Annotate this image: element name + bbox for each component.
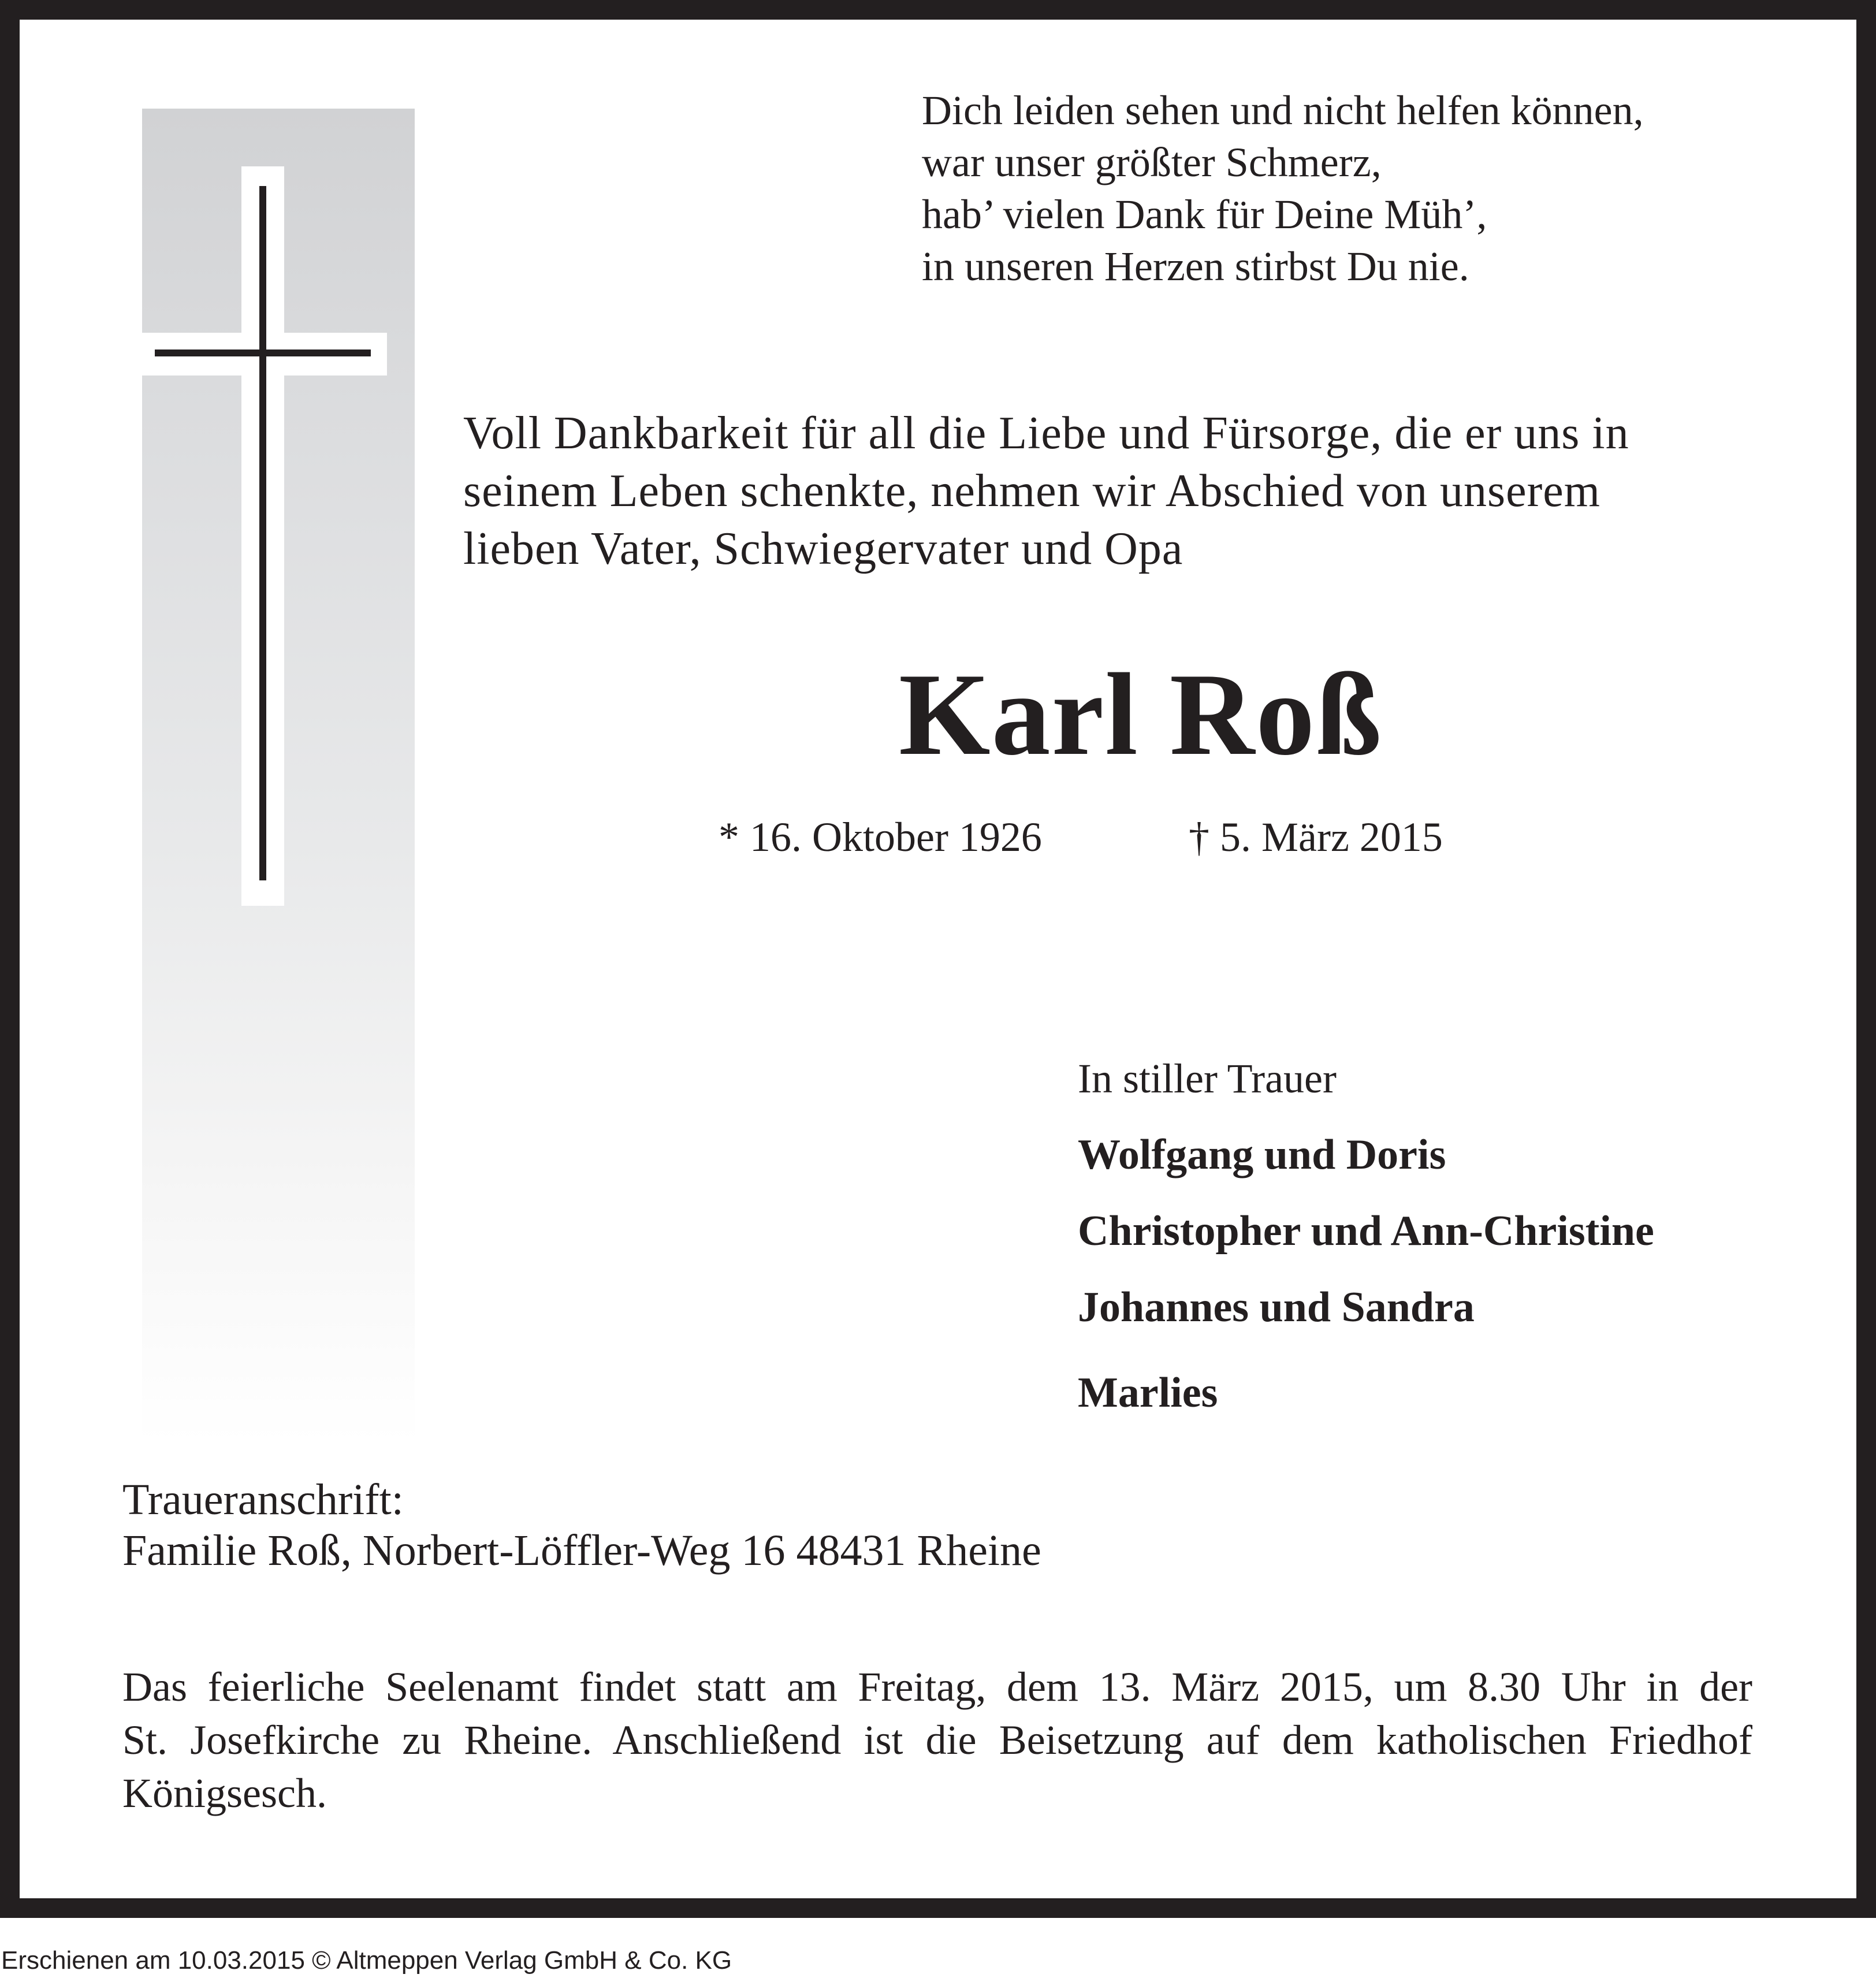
service-line: Königsesch. — [122, 1770, 327, 1816]
mourner-name: Christopher und Ann-Christine — [1078, 1207, 1654, 1255]
service-line: St. Josefkirche zu Rheine. Anschließend ist die Beisetzung auf dem katholischen Friedhof — [122, 1717, 1752, 1763]
mourner-name: Wolfgang und Doris — [1078, 1131, 1446, 1178]
poem-line: war unser größter Schmerz, — [922, 139, 1382, 185]
poem-line: hab’ vielen Dank für Deine Müh’, — [922, 191, 1487, 237]
mourner-name: Johannes und Sandra — [1078, 1284, 1475, 1331]
death-date: † 5. März 2015 — [1189, 814, 1443, 860]
address-label: Traueranschrift: — [122, 1475, 404, 1524]
mourner-name: Marlies — [1078, 1369, 1218, 1416]
mourning-heading: In stiller Trauer — [1078, 1055, 1337, 1102]
publication-credit: Erschienen am 10.03.2015 © Altmeppen Verlag GmbH & Co. KG — [1, 1946, 732, 1975]
service-line: Das feierliche Seelenamt findet statt am Freitag, dem 13. März 2015, um 8.30 Uhr in der — [122, 1664, 1752, 1710]
birth-date: * 16. Oktober 1926 — [719, 814, 1042, 860]
poem-line: Dich leiden sehen und nicht helfen können, — [922, 87, 1644, 133]
intro-line: Voll Dankbarkeit für all die Liebe und Fürsorge, die er uns in — [463, 408, 1629, 459]
address-line: Familie Roß, Norbert-Löffler-Weg 16 48431 Rheine — [122, 1526, 1041, 1575]
intro-line: lieben Vater, Schwiegervater und Opa — [463, 523, 1183, 574]
poem-line: in unseren Herzen stirbst Du nie. — [922, 243, 1469, 289]
deceased-name: Karl Roß — [899, 649, 1383, 780]
intro-line: seinem Leben schenkte, nehmen wir Abschied von unserem — [463, 466, 1600, 516]
decorative-gradient-band — [142, 109, 415, 1443]
